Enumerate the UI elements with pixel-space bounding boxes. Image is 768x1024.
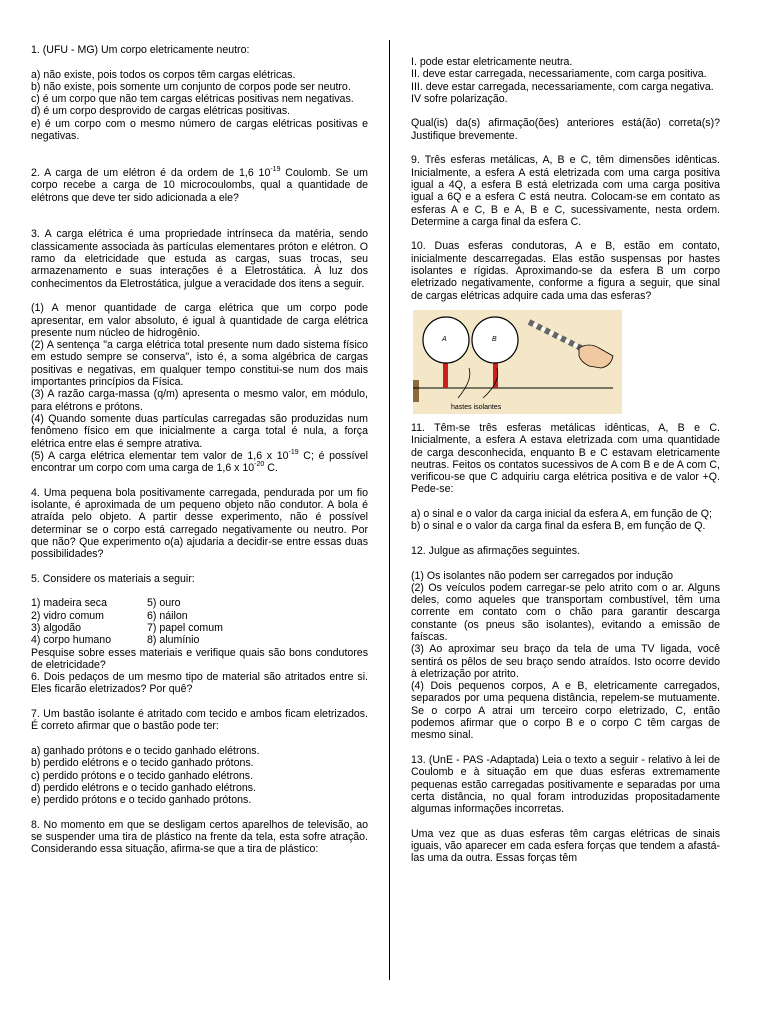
q1-title: 1. (UFU - MG) Um corpo eletricamente neutro:	[31, 44, 250, 56]
q7-option-e: e) perdido prótons e o tecido ganhado prótons.	[31, 794, 252, 807]
material-item: 7) papel comum	[147, 621, 223, 634]
material-item: 4) corpo humano	[31, 634, 112, 647]
caption-pointer-a	[458, 368, 470, 398]
q7-option-a: a) ganhado prótons e o tecido ganhado elétrons.	[31, 744, 260, 757]
base-shadow	[413, 380, 419, 402]
q13-passage: Uma vez que as duas esferas têm cargas elétricas de sinais iguais, vão aparecer em cada esfera forças que tendem a afastá-las uma da outra. Essas forças têm	[411, 827, 720, 865]
q11-item-b: b) o sinal e o valor da carga final da esfera B, em função de Q.	[411, 520, 706, 533]
q3-item-4: (4) Quando somente duas partículas carregadas são produzidas num fenômeno físico em que inicialmente a carga total é nula, a força elétrica entre elas é sempre atrativa.	[31, 412, 368, 450]
q5-title: 5. Considere os materiais a seguir:	[31, 572, 195, 585]
material-item: 2) vidro comum	[31, 609, 104, 622]
q3-item-5: (5) A carga elétrica elementar tem valor de 1,6 x $10^{-19}$ C; é possível encontrar um corpo com uma carga de 1,6 x $10^{-20}$ C.	[31, 448, 368, 475]
q7-title: 7. Um bastão isolante é atritado com tecido e ambos ficam eletrizados. É correto afirmar que o bastão pode ter:	[31, 708, 368, 733]
q5-materials-list	[31, 597, 368, 646]
q7-option-d: d) perdido elétrons e o tecido ganhado elétrons.	[31, 781, 256, 794]
spheres-illustration	[413, 310, 622, 414]
hand-drawing	[579, 345, 613, 368]
q1-option-d: d) é um corpo desprovido de cargas elétricas positivas.	[31, 105, 291, 118]
q8-text: 8. No momento em que se desligam certos aparelhos de televisão, ao se suspender uma tira de plástico na frente da tela, esta sofre atração. Considerando essa situação, afirma-se que a tira de plástico:	[31, 818, 368, 856]
q13-text: 13. (UnE - PAS -Adaptada) Leia o texto a seguir - relativo à lei de Coulomb e à situação em que duas esferas extremamente pequenas estão carregadas positivamente e separadas por uma certa distância, no qual foram introduzidas propositadamente algumas informações incorretas.	[411, 753, 720, 816]
q8-statement-i: I. pode estar eletricamente neutra.	[411, 56, 573, 68]
q1-option-a: a) não existe, pois todos os corpos têm cargas elétricas.	[31, 68, 296, 81]
q12-item-3: (3) Ao aproximar seu braço da tela de uma TV ligada, você sentirá os pêlos de seu braço sendo atraídos. Isto ocorre devido à eletrização por atrito.	[411, 643, 720, 680]
figure-caption: hastes isolantes	[451, 403, 502, 411]
sphere-b-label: B	[492, 335, 497, 343]
q7-option-b: b) perdido elétrons e o tecido ganhado prótons.	[31, 757, 254, 770]
q1-option-c: c) é um corpo que não tem cargas elétricas positivas nem negativas.	[31, 93, 354, 106]
q7-option-c: c) perdido prótons e o tecido ganhado elétrons.	[31, 769, 254, 782]
q12-title: 12. Julgue as afirmações seguintes.	[411, 544, 581, 557]
q11-text: 11. Têm-se três esferas metálicas idênticas, A, B e C. Inicialmente, a esfera A estava eletrizada com uma quantidade de carga desconhecida, enquanto B e C estavam eletricamente neutras. Feitos os contatos sucessivos de A com B e de A com C, verificou-se que C adquiriu carga elétrica positiva e de valor +Q. Pede-se:	[411, 421, 720, 496]
q12-item-2: (2) Os veículos podem carregar-se pelo atrito com o ar. Alguns deles, como aqueles que transportam combustível, têm uma corrente em contato com o chão para garantir descarga constante (os pneus são isolantes), evitando a emissão de faíscas.	[411, 581, 720, 643]
q1-option-b: b) não existe, pois somente um conjunto de corpos pode ser neutro.	[31, 80, 351, 93]
material-item: 6) náilon	[147, 609, 188, 622]
q8-statement-iv: IV sofre polarização.	[411, 92, 508, 105]
sphere-a-label: A	[442, 335, 447, 343]
q6-text: 6. Dois pedaços de um mesmo tipo de material são atritados entre si. Eles ficarão eletrizados? Por quê?	[31, 671, 368, 696]
q3-intro: 3. A carga elétrica é uma propriedade intrínseca da matéria, sendo classicamente associada às partículas elementares próton e elétron. O ramo da eletricidade que estuda as cargas, suas trocas, seu armazenamento e suas interações é a Eletrostática. À luz dos conhecimentos da Eletrostática, julgue a veracidade dos itens a seguir.	[31, 228, 368, 290]
q3-item-2: (2) A sentença "a carga elétrica total presente num dado sistema físico em estudo sempre se conserva", isto é, a soma algébrica de cargas positivas e negativas, em qualquer tempo constitui-se num dos mais importantes princípios da Física.	[31, 339, 368, 389]
q12-item-1: (1) Os isolantes não podem ser carregados por indução	[411, 569, 674, 582]
q3-item-3: (3) A razão carga-massa (q/m) apresenta o mesmo valor, em módulo, para elétrons e prótons.	[31, 388, 368, 413]
q8-statement-ii: II. deve estar carregada, necessariamente, com carga positiva.	[411, 68, 707, 81]
material-item: 8) alumínio	[147, 634, 200, 647]
q3-item-1: (1) A menor quantidade de carga elétrica que um corpo pode apresentar, em valor absoluto, é igual à quantidade de carga elétrica presente num núcleo de hidrogênio.	[31, 302, 368, 339]
material-item: 3) algodão	[31, 621, 82, 634]
q8-statement-iii: III. deve estar carregada, necessariamente, com carga negativa.	[411, 80, 714, 93]
q9-text: 9. Três esferas metálicas, A, B e C, têm dimensões idênticas. Inicialmente, a esfera A está eletrizada com uma carga positiva igual a 4Q, a esfera B está eletrizada com uma carga positiva igual a 6Q e a esfera C está neutra. Colocam-se em contato as esferas A e C, B e A, B e C, sucessivamente, nesta ordem. Determine a carga final da esfera C.	[411, 154, 720, 228]
q1-option-e: e) é um corpo com o mesmo número de cargas elétricas positivas e negativas.	[31, 117, 368, 143]
right-column	[411, 56, 720, 865]
left-column	[31, 44, 368, 856]
material-item: 5) ouro	[147, 597, 181, 610]
q8-question: Qual(is) da(s) afirmação(ões) anteriores está(ão) correta(s)? Justifique brevemente.	[411, 117, 720, 142]
q5-end: Pesquise sobre esses materiais e verifique quais são bons condutores de eletricidade?	[31, 646, 368, 671]
column-divider	[389, 40, 390, 980]
q11-item-a: a) o sinal e o valor da carga inicial da esfera A, em função de Q;	[411, 508, 712, 521]
q12-item-4: (4) Dois pequenos corpos, A e B, eletricamente carregados, separados por uma pequena distância, repelem-se mutuamente. Se o corpo A atrai um terceiro corpo eletrizado, C, então podemos afirmar que o corpo B e o corpo C têm cargas de mesmo sinal.	[411, 680, 720, 742]
spheres-figure	[413, 310, 622, 414]
insulating-rod-a	[443, 362, 448, 388]
material-item: 1) madeira seca	[31, 597, 107, 610]
q10-text: 10. Duas esferas condutoras, A e B, estão em contato, inicialmente descarregadas. Elas estão suspensas por hastes isolantes e rígidas. Aproximando-se da esfera B um corpo eletrizado negativamente, conforme a figura a seguir, que sinal de cargas elétricas adquire cada uma das esferas?	[411, 240, 720, 302]
q4-text: 4. Uma pequena bola positivamente carregada, pendurada por um fio isolante, é aproximada de um pequeno objeto não condutor. A bola é atraída pelo objeto. A partir desse experimento, não é possível determinar se o corpo está carregado negativamente ou neutro. Por que não? Que experimento o(a) ajudaria a decidir-se entre essas duas possibilidades?	[31, 486, 368, 561]
q2-text: 2. A carga de um elétron é da ordem de 1,6 $10^{-19}$ Coulomb. Se um corpo recebe a carga de 10 microcoulombs, qual a quantidade de elétrons que deve ter sido adicionada a ele?	[31, 165, 368, 204]
